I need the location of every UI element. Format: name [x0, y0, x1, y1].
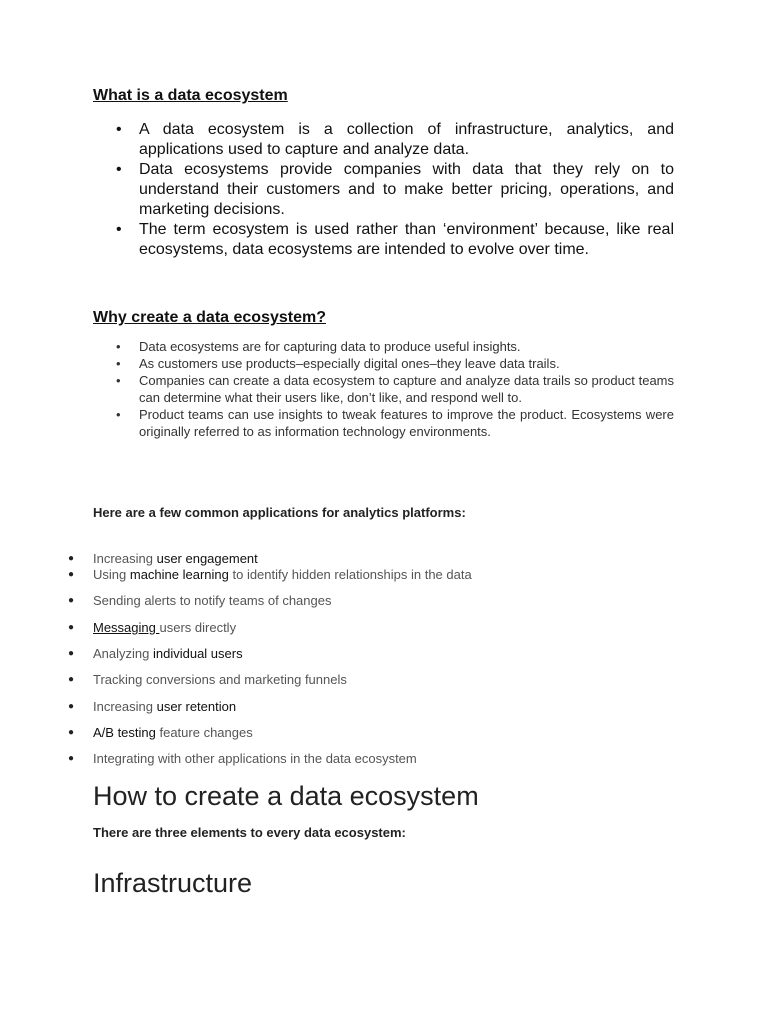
item-text: Tracking conversions and marketing funnels [93, 672, 347, 687]
bullet-icon: ● [68, 553, 75, 564]
item-text: Increasing [93, 699, 157, 714]
heading-what-is-data-ecosystem: What is a data ecosystem [93, 87, 288, 104]
bullet-icon: ● [68, 727, 75, 738]
item-link[interactable]: A/B testing [93, 725, 156, 740]
item-link[interactable]: machine learning [129, 567, 229, 582]
item-text: users directly [159, 620, 237, 635]
what-is-list [93, 120, 674, 260]
bullet-icon: ● [68, 648, 75, 659]
item-text: to identify hidden relationships in the data [228, 567, 472, 582]
bullet-icon: ● [68, 701, 75, 712]
applications-intro: Here are a few common applications for analytics platforms: [93, 505, 466, 520]
bullet-icon: ● [68, 622, 75, 633]
item-text: Sending alerts to notify teams of changes [93, 593, 332, 608]
item-link[interactable]: individual users [152, 646, 243, 661]
list-item: • The term ecosystem is used rather than ‘environment’ because, like real ecosystems, data ecosystems are intended to evolve over time. [139, 220, 674, 260]
list-item: • Data ecosystems are for capturing data to produce useful insights. [139, 338, 674, 355]
bullet-icon: ● [68, 753, 75, 764]
three-elements-text: There are three elements to every data ecosystem: [93, 825, 406, 840]
list-item: • Companies can create a data ecosystem to capture and analyze data trails so product teams can determine what their users like, don’t like, and respond well to. [139, 372, 674, 406]
item-text: Increasing [93, 551, 157, 566]
list-item: • A data ecosystem is a collection of infrastructure, analytics, and applications used to capture and analyze data. [139, 120, 674, 160]
item-text: Integrating with other applications in the data ecosystem [93, 751, 417, 766]
bullet-icon: ● [68, 569, 75, 580]
list-item: • Data ecosystems provide companies with data that they rely on to understand their customers and to make better pricing, operations, and marketing decisions. [139, 160, 674, 220]
bullet-icon: ● [68, 595, 75, 606]
item-link[interactable]: Messaging [93, 620, 160, 635]
bullet-icon: ● [68, 674, 75, 685]
item-text: Using [93, 567, 130, 582]
item-link[interactable]: user engagement [156, 551, 258, 566]
heading-infrastructure: Infrastructure [93, 868, 253, 898]
item-text: feature changes [155, 725, 253, 740]
heading-how-to-create: How to create a data ecosystem [93, 781, 479, 811]
heading-why-create: Why create a data ecosystem? [93, 309, 326, 326]
why-create-list [93, 338, 674, 440]
item-link[interactable]: user retention [156, 699, 237, 714]
list-item: • Product teams can use insights to tweak features to improve the product. Ecosystems were originally referred to as information technology environments. [139, 406, 674, 440]
item-text: Analyzing [93, 646, 153, 661]
list-item: • As customers use products–especially digital ones–they leave data trails. [139, 355, 674, 372]
